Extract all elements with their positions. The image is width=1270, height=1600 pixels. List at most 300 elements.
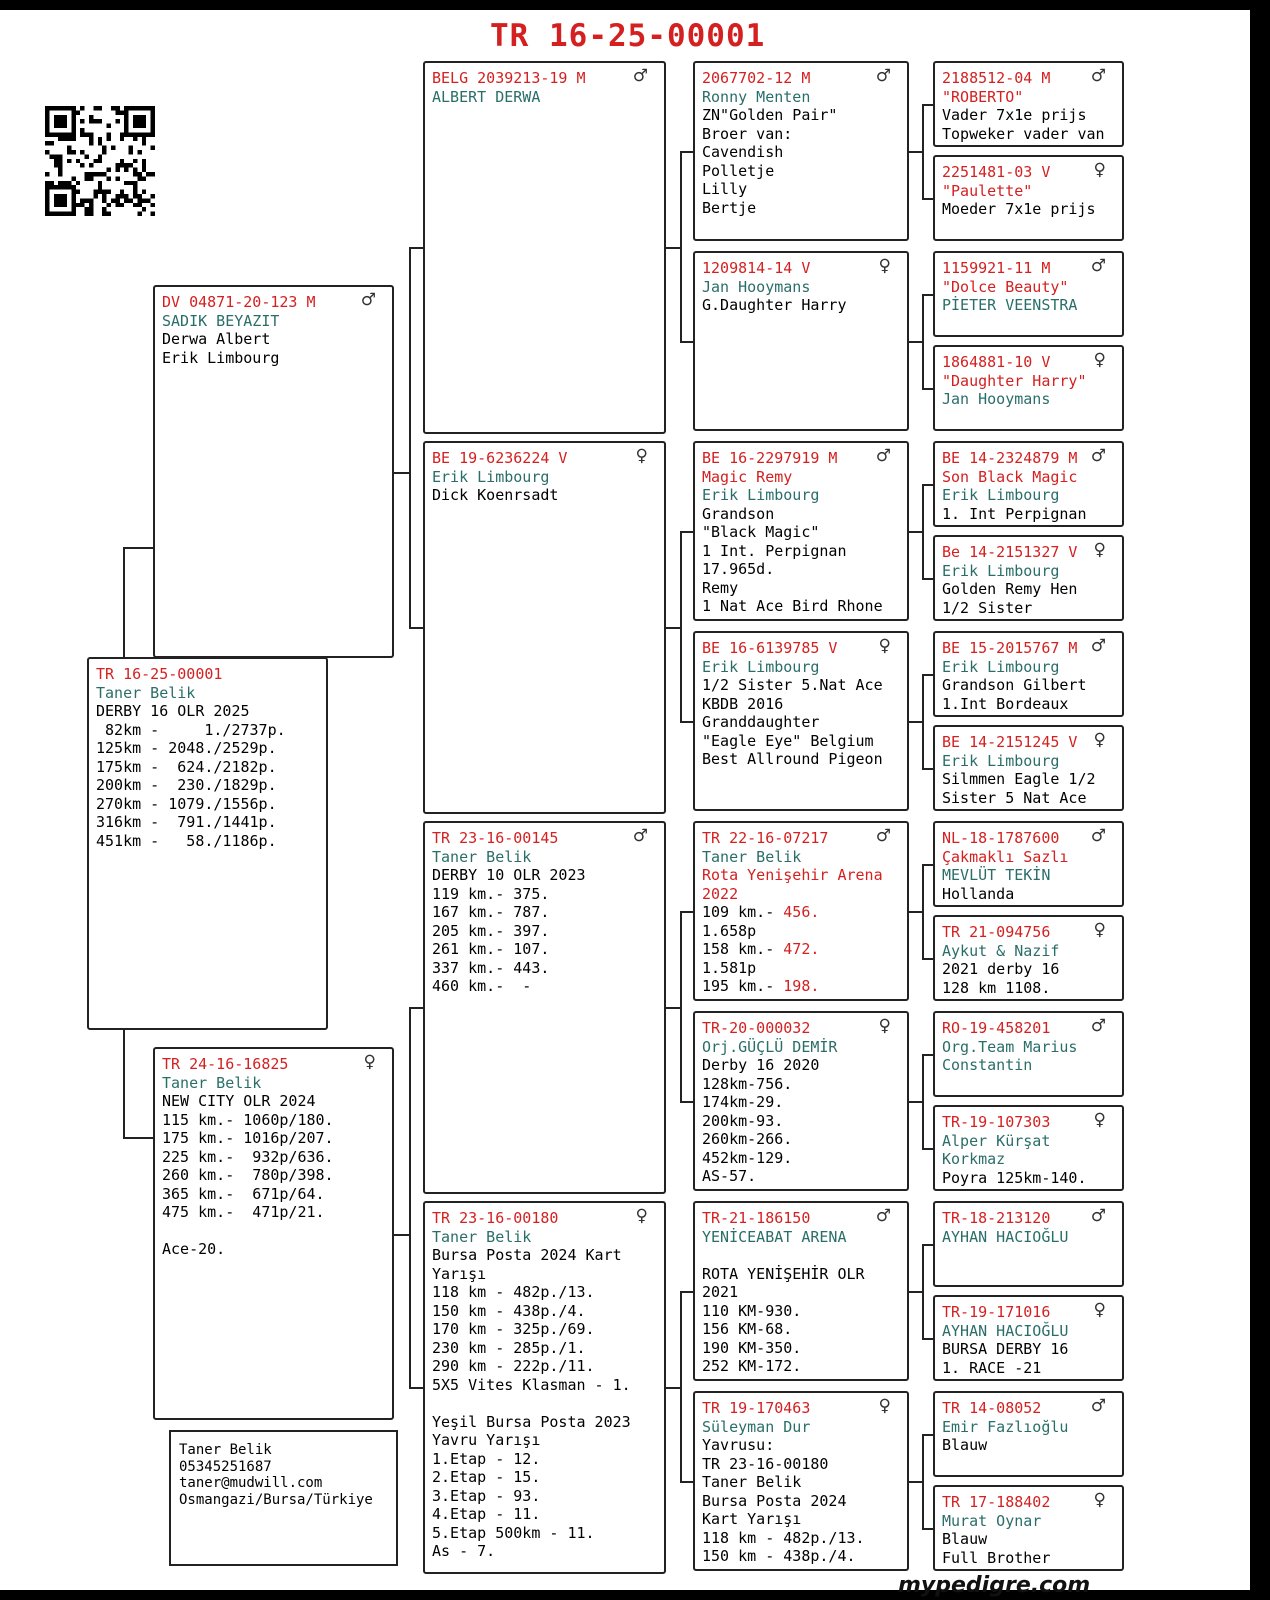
result-place: 456. [783, 903, 820, 921]
connector-line [409, 247, 411, 627]
ring-number: 1209814-14 V [702, 259, 811, 277]
grandparent-card[interactable] [423, 61, 666, 434]
info-line: 230 km - 285p./1. [432, 1338, 586, 1357]
info-line: 128km-756. [702, 1074, 793, 1093]
info-line: 200km-93. [702, 1111, 784, 1130]
female-symbol-icon: ♀ [1093, 920, 1106, 940]
info-line: Süleyman Dur [702, 1417, 811, 1436]
info-line: Ace-20. [162, 1240, 226, 1258]
info-line: Murat Oynar [942, 1511, 1042, 1530]
info-line: MEVLÜT TEKİN [942, 866, 1051, 884]
great-great-grandparent-card[interactable] [933, 61, 1124, 147]
ring-number: 1864881-10 V [942, 353, 1051, 371]
info-line: 150 km - 438p./4. [432, 1301, 586, 1320]
info-line: 452km-129. [702, 1148, 793, 1167]
male-symbol-icon: ♂ [1090, 636, 1106, 656]
male-symbol-icon: ♂ [1090, 826, 1106, 846]
info-line: Rota Yenişehir Arena [702, 866, 883, 884]
female-symbol-icon: ♀ [1093, 1490, 1106, 1510]
info-line: 2.Etap - 15. [432, 1468, 541, 1486]
info-line: 5X5 Vites Klasman - 1. [432, 1375, 631, 1394]
connector-line [680, 151, 682, 341]
connector-line [922, 1434, 933, 1436]
connector-line [922, 674, 933, 676]
connector-line [680, 721, 693, 723]
ring-number: TR 22-16-07217 [702, 829, 829, 847]
great-great-grandparent-card[interactable] [933, 535, 1124, 621]
info-line: YENİCEABAT ARENA [702, 1227, 847, 1246]
grandparent-card[interactable] [423, 1201, 666, 1574]
great-great-grandparent-card[interactable] [933, 725, 1124, 811]
info-line: Taner Belik [702, 1473, 802, 1491]
info-line: AYHAN HACIOĞLU [942, 1227, 1069, 1246]
info-line: Erik Limbourg [942, 751, 1060, 770]
connector-line [394, 1234, 409, 1236]
info-line: PİETER VEENSTRA [942, 296, 1078, 314]
connector-line [680, 1291, 693, 1293]
page-title: TR 16-25-00001 [490, 18, 766, 54]
info-line: "Black Magic" [702, 523, 820, 541]
info-line [702, 977, 899, 996]
info-line: 4.Etap - 11. [432, 1505, 541, 1523]
great-grandparent-card[interactable] [693, 1201, 909, 1381]
info-line: 2022 [702, 884, 739, 903]
info-line: Vader 7x1e prijs [942, 106, 1087, 124]
info-line: Lilly [702, 180, 748, 198]
ring-number: BE 15-2015767 M [942, 639, 1078, 657]
ring-number: TR 16-25-00001 [96, 665, 223, 683]
connector-line [922, 1054, 933, 1056]
connector-line [409, 627, 423, 629]
connector-line [909, 911, 922, 913]
info-line: 82km - 1./2737p. [96, 720, 286, 739]
info-line: 175 km.- 1016p/207. [162, 1129, 334, 1147]
info-line: Korkmaz [942, 1150, 1006, 1168]
info-line: Bursa Posta 2024 [702, 1491, 847, 1510]
sire-card[interactable] [153, 285, 394, 658]
ring-number: DV 04871-20-123 M [162, 293, 316, 311]
info-line: Taner Belik [432, 847, 532, 866]
great-grandparent-card[interactable] [693, 251, 909, 431]
subject-card[interactable] [87, 657, 328, 1030]
info-line: Jan Hooymans [702, 277, 811, 296]
info-line: Erik Limbourg [942, 561, 1060, 580]
info-line: 1.581p [702, 958, 757, 977]
info-line: 451km - 58./1186p. [96, 831, 277, 850]
connector-line [680, 911, 682, 1101]
info-line: 3.Etap - 93. [432, 1486, 541, 1505]
connector-line [922, 294, 924, 388]
info-line: 205 km.- 397. [432, 921, 550, 940]
info-line: 200km - 230./1829p. [96, 776, 277, 794]
info-line: Erik Limbourg [702, 657, 820, 676]
great-great-grandparent-card[interactable] [933, 631, 1124, 717]
info-line: 260 km.- 780p/398. [162, 1166, 334, 1184]
great-great-grandparent-card[interactable] [933, 1295, 1124, 1381]
connector-line [922, 864, 933, 866]
info-line [702, 903, 899, 922]
info-line: Erik Limbourg [432, 467, 550, 486]
ring-number: BE 14-2151245 V [942, 733, 1078, 751]
info-line: Topweker vader van [942, 124, 1105, 143]
ring-number: 2251481-03 V [942, 163, 1051, 181]
great-great-grandparent-card[interactable] [933, 155, 1124, 241]
info-line: 110 KM-930. [702, 1301, 802, 1320]
info-line: 1/2 Sister 5.Nat Ace [702, 676, 883, 694]
info-line: 365 km.- 671p/64. [162, 1184, 325, 1203]
ring-number: 2188512-04 M [942, 69, 1051, 87]
info-line: 225 km.- 932p/636. [162, 1147, 334, 1166]
connector-line [922, 104, 924, 198]
connector-line [666, 247, 680, 249]
connector-line [922, 1338, 933, 1340]
info-line: Alper Kürşat [942, 1131, 1051, 1150]
info-line: 125km - 2048./2529p. [96, 739, 277, 757]
info-line: Orj.GÜÇLÜ DEMİR [702, 1037, 838, 1056]
great-grandparent-card[interactable] [693, 631, 909, 811]
connector-line [922, 1528, 933, 1530]
ring-number: BE 16-2297919 M [702, 449, 838, 467]
male-symbol-icon: ♂ [1090, 1206, 1106, 1226]
info-line: 260km-266. [702, 1130, 793, 1148]
info-line: 128 km 1108. [942, 978, 1051, 997]
info-line: Blauw [942, 1436, 988, 1454]
connector-line [922, 294, 933, 296]
info-line: Taner Belik [702, 847, 802, 866]
connector-line [922, 1054, 924, 1148]
info-line: Best Allround Pigeon [702, 750, 883, 768]
result-distance: 109 km.- [702, 903, 784, 921]
female-symbol-icon: ♀ [878, 1396, 891, 1416]
watermark-logo: mypedigre.com [898, 1573, 1091, 1598]
info-line: Remy [702, 578, 739, 597]
connector-line [123, 547, 125, 657]
female-symbol-icon: ♀ [878, 1016, 891, 1036]
info-line: DERBY 16 OLR 2025 [96, 702, 250, 720]
info-line: 1. Int Perpignan [942, 504, 1087, 523]
info-line: Silmmen Eagle 1/2 [942, 770, 1096, 788]
ring-number: Be 14-2151327 V [942, 543, 1078, 561]
info-line [432, 1394, 656, 1413]
connector-line [123, 1030, 125, 1137]
info-line: Sister 5 Nat Ace [942, 788, 1087, 807]
connector-line [922, 388, 933, 390]
info-line: 1 Int. Perpignan [702, 541, 847, 560]
connector-line [909, 531, 922, 533]
ring-number: BE 16-6139785 V [702, 639, 838, 657]
info-line: Yavrusu: [702, 1436, 775, 1454]
info-line: ALBERT DERWA [432, 87, 541, 106]
connector-line [394, 472, 409, 474]
great-grandparent-card[interactable] [693, 1011, 909, 1191]
info-line: 156 KM-68. [702, 1320, 793, 1338]
great-great-grandparent-card[interactable] [933, 1105, 1124, 1191]
info-line: AS-57. [702, 1167, 757, 1185]
male-symbol-icon: ♂ [1090, 256, 1106, 276]
connector-line [909, 1291, 922, 1293]
female-symbol-icon: ♀ [1093, 730, 1106, 750]
connector-line [922, 484, 924, 578]
ring-number: 2067702-12 M [702, 69, 811, 87]
ring-number: NL-18-1787600 [942, 829, 1060, 847]
info-line: Emir Fazlıoğlu [942, 1417, 1069, 1436]
info-line: 1.Etap - 12. [432, 1449, 541, 1468]
male-symbol-icon: ♂ [1090, 1396, 1106, 1416]
ring-number: 1159921-11 M [942, 259, 1051, 277]
info-line: Bertje [702, 198, 757, 217]
ring-number: TR 23-16-00145 [432, 829, 559, 847]
info-line: Kart Yarışı [702, 1510, 802, 1528]
grandparent-card[interactable] [423, 821, 666, 1194]
info-line: ROTA YENİŞEHİR OLR [702, 1264, 865, 1283]
info-line [702, 940, 899, 959]
info-line: 118 km - 482p./13. [702, 1528, 865, 1547]
connector-line [666, 1007, 680, 1009]
male-symbol-icon: ♂ [875, 66, 891, 86]
result-distance: 158 km.- [702, 940, 784, 958]
info-line: Cavendish [702, 143, 784, 161]
info-line: 261 km.- 107. [432, 940, 550, 958]
great-great-grandparent-card[interactable] [933, 821, 1124, 907]
info-line: As - 7. [432, 1542, 496, 1560]
female-symbol-icon: ♀ [878, 636, 891, 656]
info-line: Full Brother [942, 1548, 1051, 1567]
connector-line [680, 341, 693, 343]
male-symbol-icon: ♂ [875, 446, 891, 466]
info-line: Taner Belik [432, 1227, 532, 1246]
owner-card [169, 1430, 398, 1566]
ring-number: TR 14-08052 [942, 1399, 1042, 1417]
grandparent-card[interactable] [423, 441, 666, 814]
info-line: 174km-29. [702, 1093, 784, 1111]
male-symbol-icon: ♂ [1090, 446, 1106, 466]
info-line: 475 km.- 471p/21. [162, 1203, 325, 1221]
info-line: "ROBERTO" [942, 87, 1024, 106]
connector-line [909, 1481, 922, 1483]
pedigree-sheet [0, 10, 1250, 1598]
great-great-grandparent-card[interactable] [933, 251, 1124, 337]
female-symbol-icon: ♀ [635, 1206, 648, 1226]
info-line: 150 km - 438p./4. [702, 1547, 856, 1565]
info-line: 118 km - 482p./13. [432, 1283, 595, 1301]
female-symbol-icon: ♀ [1093, 160, 1106, 180]
connector-line [922, 768, 933, 770]
info-line [162, 1222, 384, 1241]
owner-email[interactable]: taner@mudwill.com [179, 1475, 323, 1491]
info-line: 17.965d. [702, 560, 775, 578]
connector-line [922, 958, 933, 960]
ring-number: BE 19-6236224 V [432, 449, 568, 467]
info-line: Constantin [942, 1056, 1033, 1074]
result-distance: 195 km.- [702, 977, 784, 995]
connector-line [922, 674, 924, 768]
female-symbol-icon: ♀ [1093, 1300, 1106, 1320]
male-symbol-icon: ♂ [360, 290, 376, 310]
ring-number: TR 24-16-16825 [162, 1055, 289, 1073]
ring-number: BE 14-2324879 M [942, 449, 1078, 467]
qr-code-icon [45, 106, 155, 216]
connector-line [666, 1387, 680, 1389]
ring-number: TR 19-170463 [702, 1399, 811, 1417]
great-grandparent-card[interactable] [693, 441, 909, 621]
great-great-grandparent-card[interactable] [933, 1391, 1124, 1477]
info-line: Aykut & Nazif [942, 941, 1060, 960]
female-symbol-icon: ♀ [1093, 350, 1106, 370]
connector-line [922, 198, 933, 200]
connector-line [409, 1387, 423, 1389]
female-symbol-icon: ♀ [635, 446, 648, 466]
info-line: Taner Belik [162, 1073, 262, 1092]
info-line: Erik Limbourg [162, 348, 280, 367]
connector-line [409, 1007, 423, 1009]
info-line: Moeder 7x1e prijs [942, 200, 1096, 218]
info-line: Son Black Magic [942, 467, 1078, 486]
male-symbol-icon: ♂ [632, 826, 648, 846]
info-line: 190 KM-350. [702, 1338, 802, 1357]
info-line: 1.Int Bordeaux [942, 694, 1069, 713]
info-line: Grandson Gilbert [942, 676, 1087, 694]
info-line: Derby 16 2020 [702, 1056, 820, 1074]
connector-line [409, 1007, 411, 1387]
info-line: 270km - 1079./1556p. [96, 794, 277, 813]
ring-number: BELG 2039213-19 M [432, 69, 586, 87]
connector-line [909, 151, 922, 153]
great-grandparent-card[interactable] [693, 821, 909, 1001]
info-line: AYHAN HACIOĞLU [942, 1321, 1069, 1340]
connector-line [680, 531, 682, 721]
dam-card[interactable] [153, 1047, 394, 1420]
info-line: 170 km - 325p./69. [432, 1320, 595, 1338]
info-line: 119 km.- 375. [432, 884, 550, 903]
info-line: 115 km.- 1060p/180. [162, 1110, 334, 1129]
male-symbol-icon: ♂ [1090, 66, 1106, 86]
ring-number: TR-19-107303 [942, 1113, 1051, 1131]
great-grandparent-card[interactable] [693, 61, 909, 241]
connector-line [123, 547, 155, 549]
info-line: Dick Koenrsadt [432, 486, 559, 504]
info-line: "Dolce Beauty" [942, 277, 1069, 296]
info-line: "Eagle Eye" Belgium [702, 731, 874, 750]
info-line: Poyra 125km-140. [942, 1168, 1087, 1187]
info-line: Golden Remy Hen [942, 580, 1078, 598]
info-line: 175km - 624./2182p. [96, 757, 277, 776]
ring-number: TR 21-094756 [942, 923, 1051, 941]
male-symbol-icon: ♂ [1090, 1016, 1106, 1036]
ring-number: TR 23-16-00180 [432, 1209, 559, 1227]
connector-line [922, 1434, 924, 1528]
info-line: G.Daughter Harry [702, 296, 847, 314]
owner-phone[interactable]: 05345251687 [179, 1458, 272, 1475]
connector-line [922, 864, 924, 958]
info-line: Magic Remy [702, 467, 793, 486]
connector-line [680, 1481, 693, 1483]
connector-line [680, 531, 693, 533]
great-great-grandparent-card[interactable] [933, 1011, 1124, 1097]
info-line: 252 KM-172. [702, 1357, 802, 1375]
great-great-grandparent-card[interactable] [933, 1485, 1124, 1571]
male-symbol-icon: ♂ [632, 66, 648, 86]
info-line: 316km - 791./1441p. [96, 813, 277, 831]
ring-number: TR-19-171016 [942, 1303, 1051, 1321]
info-line: 1/2 Sister [942, 598, 1033, 617]
info-line: 1. RACE -21 [942, 1358, 1042, 1377]
connector-line [922, 1244, 933, 1246]
info-line: Erik Limbourg [942, 486, 1060, 504]
info-line: BURSA DERBY 16 [942, 1340, 1069, 1358]
great-great-grandparent-card[interactable] [933, 345, 1124, 431]
ring-number: TR 17-188402 [942, 1493, 1051, 1511]
info-line: Yeşil Bursa Posta 2023 [432, 1412, 631, 1431]
connector-line [909, 1101, 922, 1103]
info-line: Grandson [702, 504, 775, 523]
connector-line [922, 484, 933, 486]
info-line: Çakmaklı Sazlı [942, 847, 1069, 866]
connector-line [909, 721, 922, 723]
info-line: Erik Limbourg [702, 486, 820, 504]
info-line: ZN"Golden Pair" [702, 106, 838, 124]
female-symbol-icon: ♀ [363, 1052, 376, 1072]
owner-location: Osmangazi/Bursa/Türkiye [179, 1491, 373, 1508]
info-line: "Paulette" [942, 181, 1033, 200]
info-line: Derwa Albert [162, 330, 271, 348]
owner-name: Taner Belik [179, 1442, 272, 1458]
female-symbol-icon: ♀ [878, 256, 891, 276]
info-line: Granddaughter [702, 713, 820, 731]
info-line: KBDB 2016 [702, 694, 784, 713]
info-line: Yavru Yarışı [432, 1431, 541, 1449]
info-line: 167 km.- 787. [432, 903, 550, 921]
info-line: Erik Limbourg [942, 657, 1060, 676]
info-line: Polletje [702, 161, 775, 180]
connector-line [922, 1244, 924, 1338]
info-line: Org.Team Marius [942, 1037, 1078, 1056]
info-line: Taner Belik [96, 683, 196, 702]
info-line [702, 1246, 899, 1265]
great-grandparent-card[interactable] [693, 1391, 909, 1571]
info-line: 337 km.- 443. [432, 958, 550, 977]
info-line: 2021 [702, 1283, 739, 1301]
ring-number: TR-20-000032 [702, 1019, 811, 1037]
connector-line [666, 627, 680, 629]
great-great-grandparent-card[interactable] [933, 1201, 1124, 1287]
connector-line [909, 341, 922, 343]
info-line: Ronny Menten [702, 87, 811, 106]
info-line: 5.Etap 500km - 11. [432, 1523, 595, 1542]
ring-number: TR-18-213120 [942, 1209, 1051, 1227]
male-symbol-icon: ♂ [875, 826, 891, 846]
info-line: Jan Hooymans [942, 390, 1051, 408]
female-symbol-icon: ♀ [1093, 540, 1106, 560]
info-line: 1.658p [702, 921, 757, 940]
ring-number: TR-21-186150 [702, 1209, 811, 1227]
info-line: TR 23-16-00180 [702, 1454, 829, 1473]
info-line: 1 Nat Ace Bird Rhone [702, 597, 883, 615]
result-place: 198. [783, 977, 820, 995]
great-great-grandparent-card[interactable] [933, 915, 1124, 1001]
info-line: "Daughter Harry" [942, 371, 1087, 390]
great-great-grandparent-card[interactable] [933, 441, 1124, 527]
info-line: Broer van: [702, 124, 793, 143]
female-symbol-icon: ♀ [1093, 1110, 1106, 1130]
connector-line [922, 104, 933, 106]
info-line: DERBY 10 OLR 2023 [432, 866, 586, 884]
info-line: SADIK BEYAZIT [162, 311, 280, 330]
info-line: Yarışı [432, 1264, 487, 1283]
male-symbol-icon: ♂ [875, 1206, 891, 1226]
connector-line [922, 1148, 933, 1150]
connector-line [409, 247, 423, 249]
connector-line [680, 1291, 682, 1481]
